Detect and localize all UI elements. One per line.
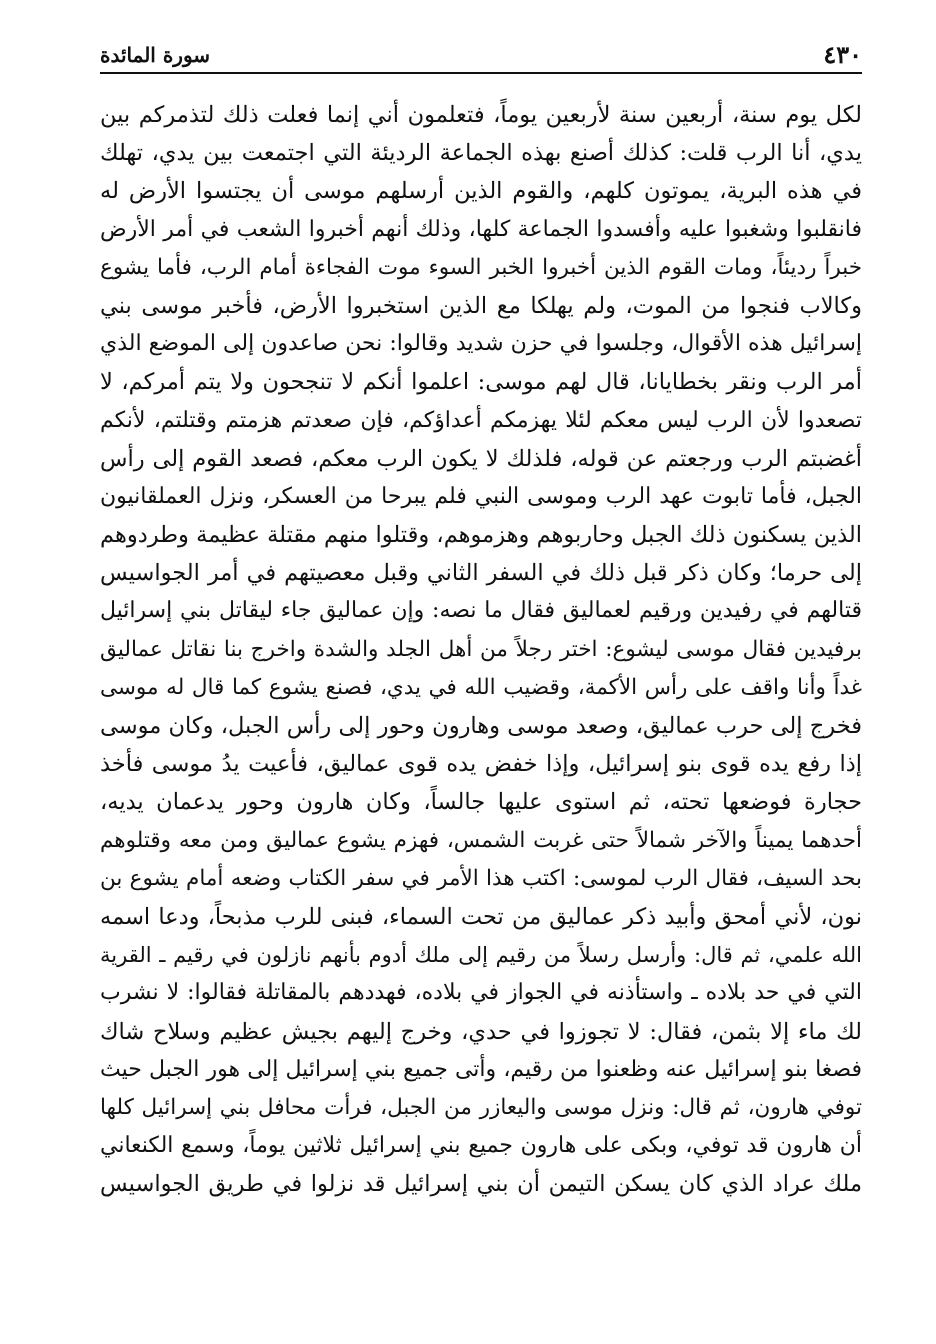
text-line: بحد السيف، فقال الرب لموسى: اكتب هذا الأمر في سفر الكتاب وضعه أمام يشوع بن	[100, 865, 862, 891]
text-line: فخرج إلى حرب عماليق، وصعد موسى وهارون وحور إلى رأس الجبل، وكان موسى	[100, 713, 862, 739]
text-line: قتالهم في رفيدين ورقيم لعماليق فقال ما نصه: وإن عماليق جاء ليقاتل بني إسرائيل	[100, 598, 862, 624]
text-line: لكل يوم سنة، أربعين سنة لأربعين يوماً، فتعلمون أني إنما فعلت ذلك لتذمركم بين	[100, 102, 862, 128]
text-line: أن هارون قد توفي، وبكى على هارون جميع بني إسرائيل ثلاثين يوماً، وسمع الكنعاني	[100, 1133, 862, 1159]
text-line: برفيدين فقال موسى ليشوع: اختر رجلاً من أهل الجلد والشدة واخرج بنا نقاتل عماليق	[100, 636, 862, 662]
text-line: أغضبتم الرب ورجعتم عن قوله، فلذلك لا يكون الرب معكم، فصعد القوم إلى رأس	[100, 445, 862, 472]
text-line: لك ماء إلا بثمن، فقال: لا تجوزوا في حدي، وخرج إليهم بجيش عظيم وسلاح شاك	[100, 1018, 862, 1045]
text-line: الله علمي، ثم قال: وأرسل رسلاً من رقيم إلى ملك أدوم بأنهم نازلون في رقيم ـ القرية	[100, 943, 862, 968]
text-line: الذين يسكنون ذلك الجبل وحاربوهم وهزموهم، وقتلوا منهم مقتلة عظيمة وطردوهم	[100, 522, 862, 549]
chapter-title: سورة المائدة	[100, 43, 211, 67]
text-line: غداً وأنا واقف على رأس الأكمة، وقضيب الله في يدي، فصنع يشوع كما قال له موسى	[100, 674, 862, 700]
text-line: الجبل، فأما تابوت عهد الرب وموسى النبي فلم يبرحا من العسكر، ونزل العملقانيون	[100, 483, 862, 509]
text-line: يدي، أنا الرب قلت: كذلك أصنع بهذه الجماعة الرديئة التي اجتمعت بين يدي، تهلك	[100, 140, 862, 167]
text-line: إسرائيل هذه الأقوال، وجلسوا في حزن شديد وقالوا: نحن صاعدون إلى الموضع الذي	[100, 331, 862, 357]
text-line: ملك عراد الذي كان يسكن التيمن أن بني إسرائيل قد نزلوا في طريق الجواسيس	[100, 1171, 862, 1198]
running-header	[100, 34, 862, 74]
text-line: أمر الرب ونقر بخطايانا، قال لهم موسى: اعلموا أنكم لا تنجحون ولا يتم أمركم، لا	[100, 369, 862, 396]
text-line: خبراً رديئاً، ومات القوم الذين أخبروا الخبر السوء موت الفجاءة أمام الرب، فأما يشوع	[100, 254, 862, 280]
text-line: التي في حد بلاده ـ واستأذنه في الجواز في بلاده، فهددهم بالمقاتلة فقالوا: لا نشرب	[100, 980, 862, 1006]
text-line: وكالاب فنجوا من الموت، ولم يهلكا مع الذين استخبروا الأرض، فأخبر موسى بني	[100, 292, 862, 319]
text-line: إلى حرما؛ وكان ذكر قبل ذلك في السفر الثاني وقبل معصيتهم في أمر الجواسيس	[100, 560, 862, 587]
text-line: في هذه البرية، يموتون كلهم، والقوم الذين أرسلهم موسى أن يجتسوا الأرض له	[100, 178, 862, 205]
body-text	[100, 96, 862, 1203]
text-line: حجارة فوضعها تحته، ثم استوى عليها جالساً، وكان هارون وحور يدعمان يديه،	[100, 789, 862, 816]
text-line: توفي هارون، ثم قال: ونزل موسى واليعازر من الجبل، فرأت محافل بني إسرائيل كلها	[100, 1094, 862, 1120]
text-line: فانقلبوا وشغبوا عليه وأفسدوا الجماعة كلها، وذلك أنهم أخبروا الشعب في أمر الأرض	[100, 216, 862, 242]
text-line: نون، لأني أمحق وأبيد ذكر عماليق من تحت السماء، فبنى للرب مذبحاً، ودعا اسمه	[100, 903, 862, 930]
page-number: ٤٣٠	[823, 40, 862, 69]
header-rule	[100, 72, 862, 74]
text-line: أحدهما يميناً والآخر شمالاً حتى غربت الشمس، فهزم يشوع عماليق ومن معه وقتلوهم	[100, 827, 862, 853]
text-line: فصغا بنو إسرائيل عنه وظعنوا من رقيم، وأتى جميع بني إسرائيل إلى هور الجبل حيث	[100, 1056, 862, 1082]
text-line: تصعدوا لأن الرب ليس معكم لئلا يهزمكم أعداؤكم، فإن صعدتم هزمتم وقتلتم، لأنكم	[100, 407, 862, 433]
text-line: إذا رفع يده قوى بنو إسرائيل، وإذا خفض يده قوى عماليق، فأعيت يدُ موسى فأخذ	[100, 751, 862, 778]
